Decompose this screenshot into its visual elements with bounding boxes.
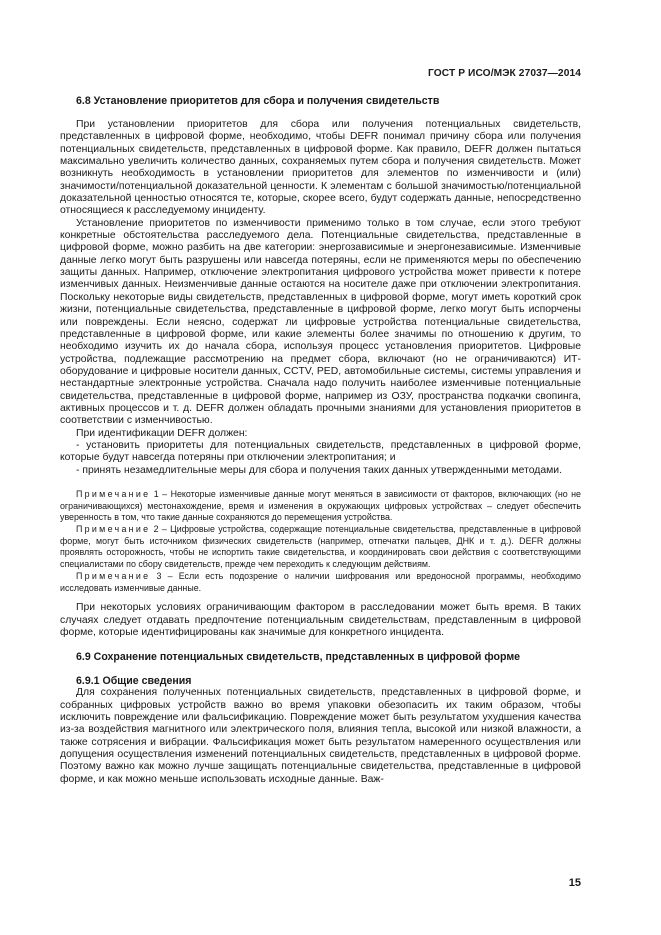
note-2 bbox=[60, 524, 581, 571]
section-6-8-paragraph-1: При установлении приоритетов для сбора или получения потенциальных свидетельств, представленных в цифровой форме, необходимо, чтобы DEFR понимал причину сбора или получения потенциальных свидетельств, представленных в цифровой форме. Как правило, DEFR должен пытаться максимально увеличить количество данных, сохраняемых путем сбора и получения свидетельств. Может возникнуть необходимость в установлении приоритетов для элементов по изменчивости и (или) значимости/потенциальной доказательной ценности. К элементам с большой значимостью/потенциальной доказательной ценностью относятся те, которые, скорее всего, будут содержать данные, непосредственно относящиеся к расследуемому инциденту. bbox=[60, 119, 581, 217]
note-number: 1 – bbox=[150, 488, 171, 499]
section-6-9-1-title: 6.9.1 Общие сведения bbox=[76, 675, 192, 688]
list-item: - установить приоритеты для потенциальных свидетельств, представленных в цифровой форме, которые будут навсегда потеряны при отключении электропитания; и bbox=[60, 439, 581, 464]
document-header: ГОСТ Р ИСО/МЭК 27037—2014 bbox=[428, 68, 581, 79]
list-item: - принять незамедлительные меры для сбора и получения таких данных утвержденными методами. bbox=[76, 464, 562, 476]
note-3 bbox=[60, 571, 581, 594]
note-label: Примечание bbox=[76, 488, 151, 499]
section-6-8-paragraph-4: При некоторых условиях ограничивающим фактором в расследовании может быть время. В таких случаях следует отдавать предпочтение потенциальным свидетельствам, представленным в цифровой форме, которые идентифицированы как значимые для конкретного инцидента. bbox=[60, 602, 581, 638]
note-number: 3 – bbox=[150, 570, 179, 581]
note-text: Некоторые изменчивые данные могут меняться в зависимости от факторов, включающих (но не ограничивающихся) местонахождение, время и изменения в окружающих цифровых устройствах – следует обеспечить уверенность в том, что такие данные сохраняются до перемещения устройства. bbox=[60, 488, 581, 523]
note-label: Примечание bbox=[76, 524, 151, 535]
page-number: 15 bbox=[568, 877, 581, 889]
note-label: Примечание bbox=[76, 570, 151, 581]
note-number: 2 – bbox=[150, 524, 171, 535]
section-6-8-paragraph-2: Установление приоритетов по изменчивости применимо только в том случае, если этого требуют конкретные обстоятельства расследуемого дела. Потенциальные свидетельства, представленные в цифровой форме, можно разбить на две категории: энергозависимые и энергонезависимые. Изменчивые данные легко могут быть разрушены или навсегда потеряны, если не применяются меры по обеспечению защиты данных. Например, отключение электропитания цифрового устройства может привести к потере изменчивых данных. Неизменчивые данные остаются на носителе даже при отключении электропитания. Поскольку некоторые виды свидетельств, представленных в цифровой форме, могут иметь короткий срок жизни, потенциальные свидетельства, представленные в цифровой форме, легко могут быть испорчены или повреждены. Если неясно, содержат ли цифровые устройства потенциальные свидетельства, представленные в цифровой форме, или какие элементы более значимы по отношению к другим, то необходимо изучить их до начала сбора, используя процесс установления приоритетов. Цифровые устройства, подлежащие рассмотрению на предмет сбора, включают (но не ограничиваются) ИТ-оборудование и цифровые носители данных, CCTV, PED, автомобильные системы, системы управления и нестандартные электронные устройства. Сначала надо получить наиболее изменчивые потенциальные свидетельства, представленные в цифровой форме, например из ОЗУ, пространства подкачки свопинга, активных процессов и т. д. DEFR должен обладать прочными знаниями для установления приоритетов в соответствии с изменчивостью. bbox=[60, 217, 581, 427]
section-6-9-title: 6.9 Сохранение потенциальных свидетельств, представленных в цифровой форме bbox=[76, 651, 521, 664]
section-6-8-title: 6.8 Установление приоритетов для сбора и получения свидетельств bbox=[76, 95, 440, 107]
note-text: Цифровые устройства, содержащие потенциальные свидетельства, представленные в цифровой форме, могут быть источником физических свидетельств (например, отпечатки пальцев, ДНК и т. д.). DEFR должны проявлять осторожность, чтобы не испортить такие свидетельства, и координировать свои действия с соответствующими специалистами по сбору свидетельств, прежде чем переходить к следующим действиям. bbox=[60, 524, 581, 570]
note-1 bbox=[60, 489, 581, 524]
notes-block bbox=[60, 489, 581, 594]
note-text: Если есть подозрение о наличии шифрования или вредоносной программы, необходимо исследовать изменчивые данные. bbox=[60, 570, 581, 593]
section-6-9-1-paragraph-1: Для сохранения полученных потенциальных свидетельств, представленных в цифровой форме, и собранных цифровых устройств важно во время упаковки обезопасить их таким образом, чтобы исключить повреждение или фальсификацию. Повреждение может быть результатом ухудшения качества из-за воздействия магнитного или электрического поля, влияния тепла, высокой или низкой влажности, а также сотрясения и вибрации. Фальсификация может быть результатом намеренного осуществления или допущения осуществления изменений потенциальных свидетельств, представленных в цифровой форме. Поэтому важно как можно лучше защищать потенциальные свидетельства, представленные в цифровой форме, и как можно меньше использовать исходные данные. Важ- bbox=[60, 687, 581, 785]
section-6-8-paragraph-3: При идентификации DEFR должен: bbox=[76, 427, 248, 439]
